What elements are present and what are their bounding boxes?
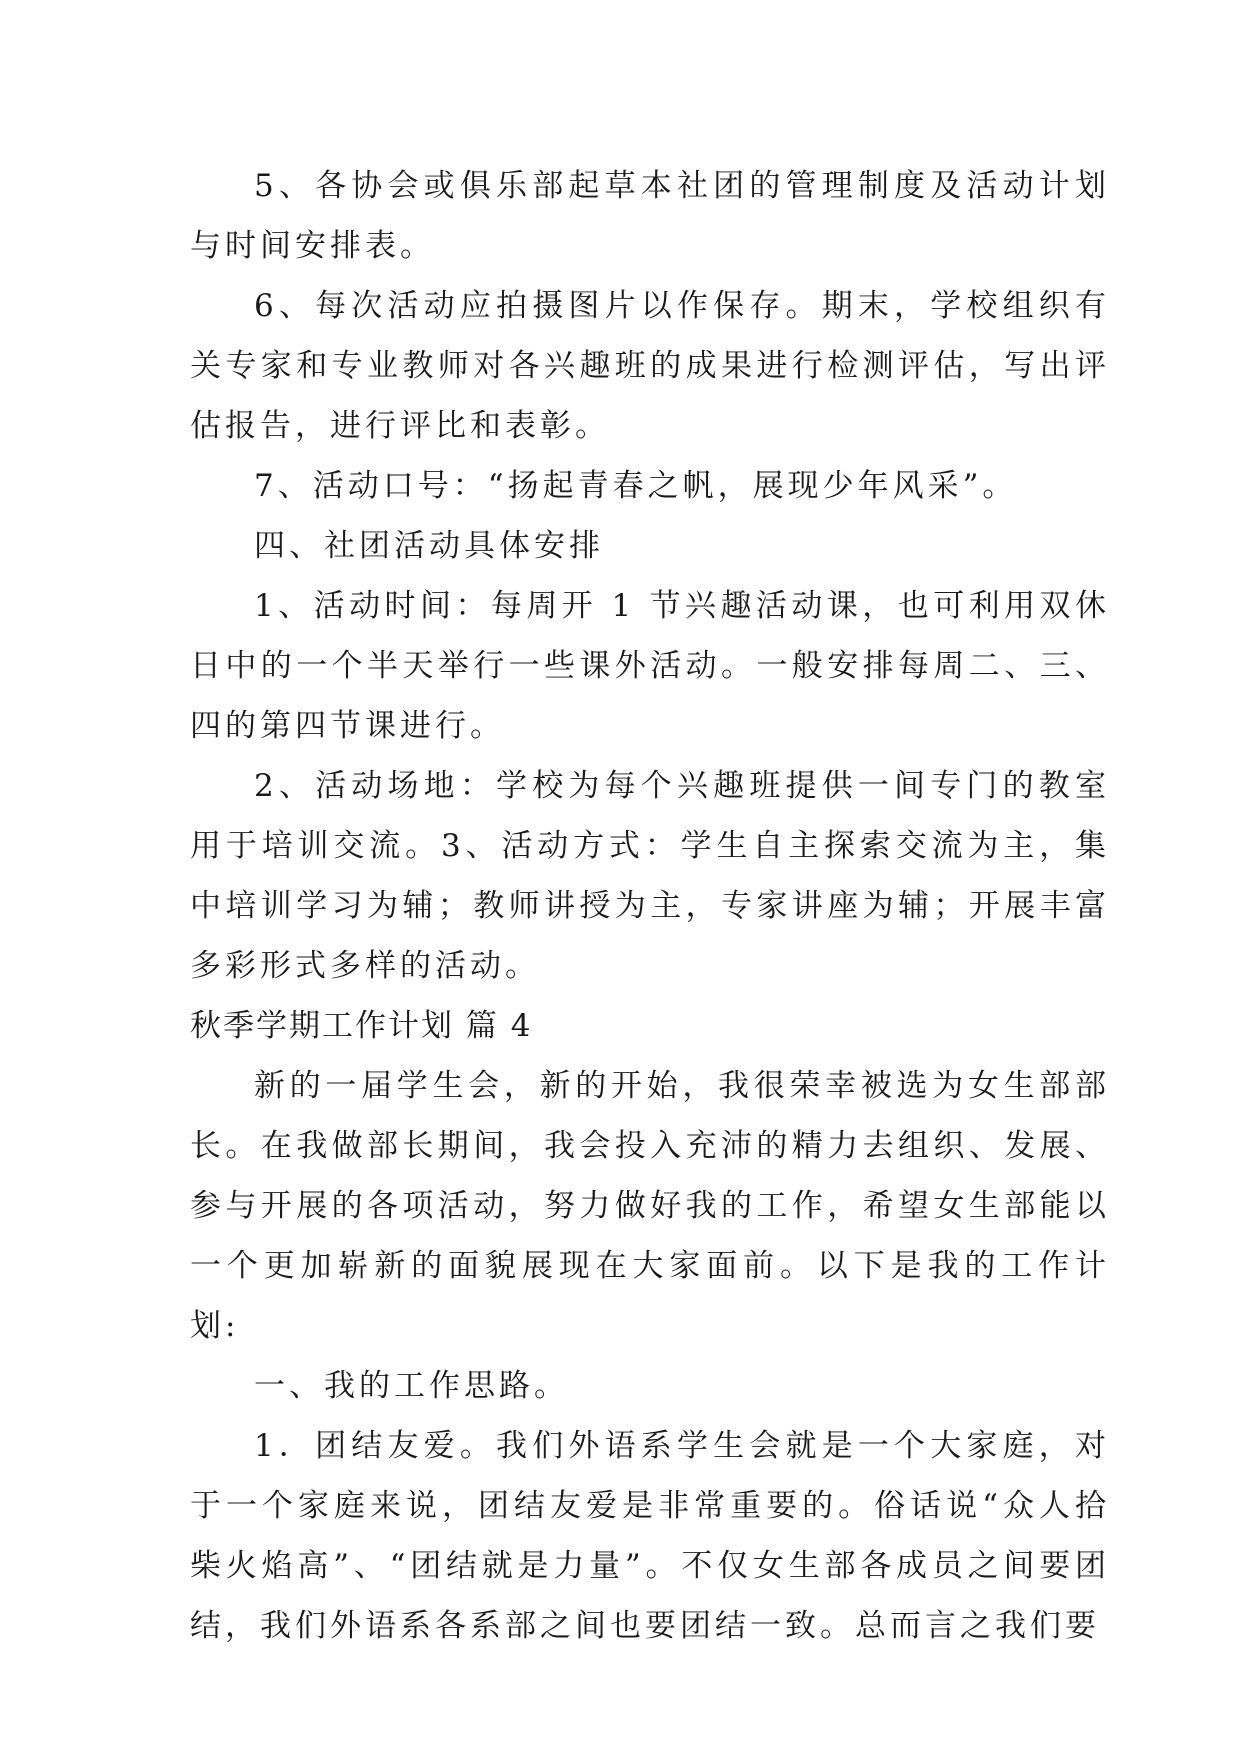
- section-title: 秋季学期工作计划 篇 4: [190, 1008, 533, 1044]
- paragraph-activity-time: 1、活动时间：每周开 1 节兴趣活动课，也可利用双休日中的一个半天举行一些课外活动。一般安排每周二、三、四的第四节课进行。: [190, 588, 1110, 744]
- paragraph-item-6: 6、每次活动应拍摄图片以作保存。期末，学校组织有关专家和专业教师对各兴趣班的成果进行检测评估，写出评估报告，进行评比和表彰。: [190, 288, 1110, 444]
- section-heading-activity-arrangement: 四、社团活动具体安排: [254, 528, 604, 564]
- paragraph-unity: 1．团结友爱。我们外语系学生会就是一个大家庭，对于一个家庭来说，团结友爱是非常重要的。俗话说“众人拾柴火焰高”、“团结就是力量”。不仅女生部各成员之间要团结，我们外语系各系部之间也要团结一致。总而言之我们要: [190, 1428, 1110, 1644]
- paragraph-intro: 新的一届学生会，新的开始，我很荣幸被选为女生部部长。在我做部长期间，我会投入充沛的精力去组织、发展、参与开展的各项活动，努力做好我的工作，希望女生部能以一个更加崭新的面貌展现在大家面前。以下是我的工作计划:: [190, 1068, 1110, 1344]
- paragraph-item-7: 7、活动口号：“扬起青春之帆，展现少年风采”。: [254, 468, 1018, 504]
- document-body: [190, 156, 1110, 1656]
- paragraph-item-5: 5、各协会或俱乐部起草本社团的管理制度及活动计划与时间安排表。: [190, 168, 1110, 264]
- paragraph-activity-venue-method: 2、活动场地：学校为每个兴趣班提供一间专门的教室用于培训交流。3、活动方式：学生自主探索交流为主，集中培训学习为辅；教师讲授为主，专家讲座为辅；开展丰富多彩形式多样的活动。: [190, 768, 1110, 984]
- paragraph-work-approach: 一、我的工作思路。: [254, 1368, 569, 1404]
